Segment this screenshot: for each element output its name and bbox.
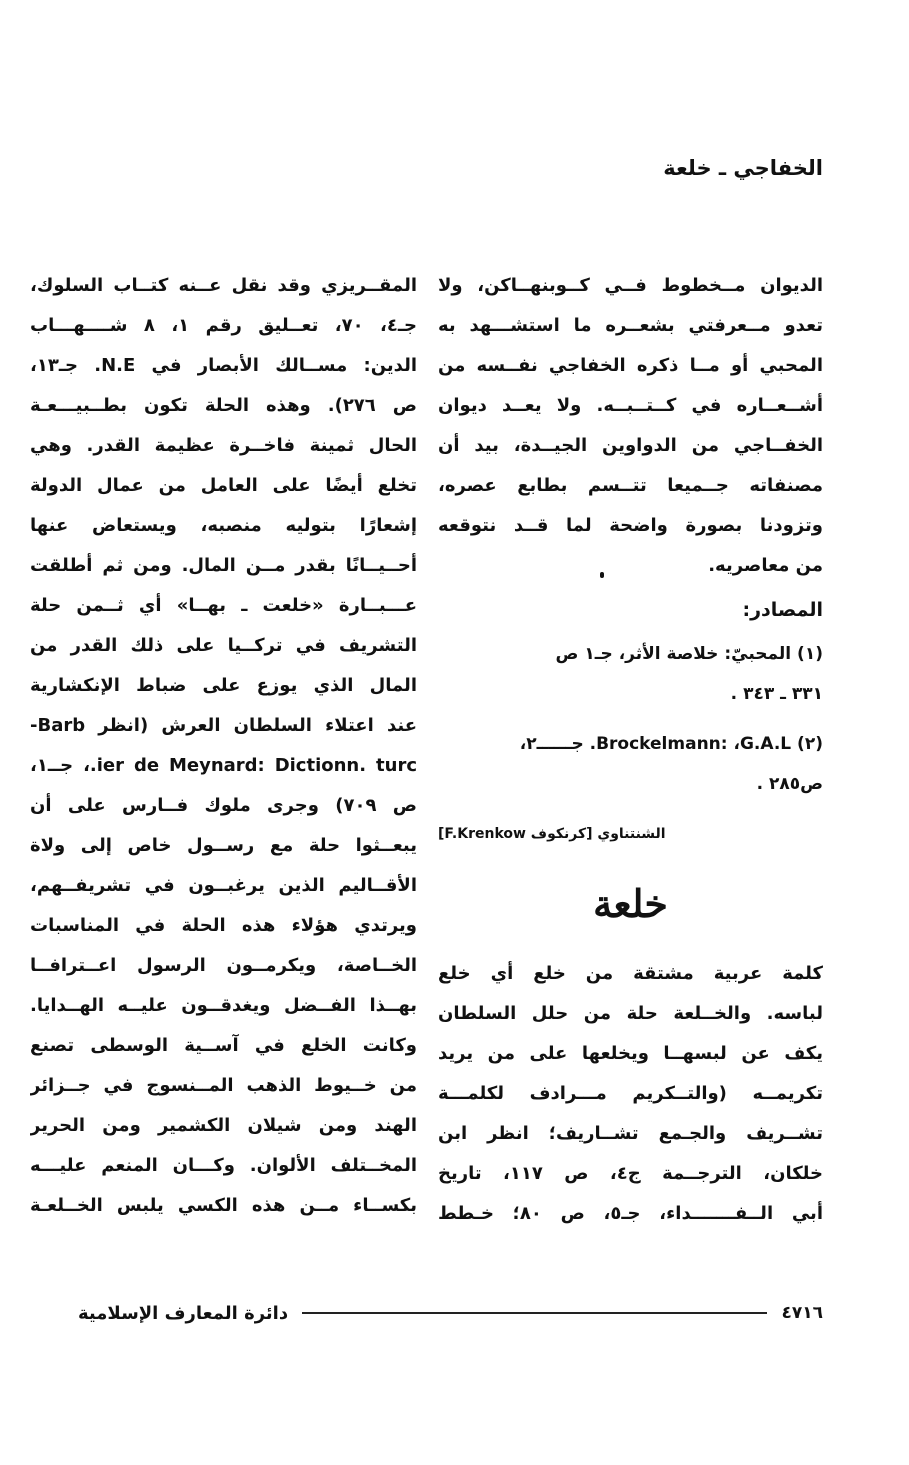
footer-rule [302, 1312, 767, 1314]
text-line: الخــاصة، ويكرمــون الرسول اعــترافــا [30, 955, 417, 976]
page-footer [78, 1298, 823, 1328]
spacer [438, 714, 823, 724]
text-line: تشــريف والجـمع تشــاريف؛ انظر ابن [438, 1123, 823, 1144]
text-line: من معاصريه. [708, 555, 823, 576]
right-column [438, 266, 823, 1234]
text-line: أشــعــاره في كــتــبــه. ولا يعــد ديوان [438, 395, 823, 416]
text-line: تعدو مــعرفتي بشعــره ما استشـــهد به [438, 315, 823, 336]
footer-book-title: دائرة المعارف الإسلامية [78, 1302, 289, 1324]
text-line: بهــذا الفــضل ويغدقــون عليــه الهــدايا. [30, 995, 417, 1016]
spacer [438, 804, 823, 814]
sources-heading: المصادر: [742, 599, 823, 621]
text-line: الهند ومن شيلان الكشمير ومن الحرير [30, 1115, 417, 1136]
text-line: يبعــثوا حلة مع رســول خاص إلى ولاة [30, 835, 417, 856]
text-line: من خــيوط الذهب المــنسوج في جــزائر [30, 1075, 417, 1096]
text-line: المخــتلف الألوان. وكـــان المنعم عليـــه [30, 1155, 417, 1176]
text-line: المقــريزي وقد نقل عــنه كتــاب السلوك، [30, 275, 417, 296]
text-line: الحال ثمينة فاخــرة عظيمة القدر. وهي [30, 435, 417, 456]
text-line: ص ٢٧٦). وهذه الحلة تكون بطــبيـــعـة [30, 395, 417, 416]
text-line: الدين: مســالك الأبصار في N.E. جـ١٣، [30, 355, 417, 376]
text-line: لباسه. والخــلعة حلة من حلل السلطان [438, 1003, 823, 1024]
text-line: أحــيــانًا بقدر مــن المال. ومن ثم أطلقت [30, 555, 417, 576]
ink-speck [600, 572, 604, 578]
text-line: التشريف في تركــيا على ذلك القدر من [30, 635, 417, 656]
text-line: الديوان مــخطوط فــي كــوبنهــاكن، ولا [438, 275, 823, 296]
text-line: وكانت الخلع في آســية الوسطى تصنع [30, 1035, 417, 1056]
text-line: جـ٤، ٧٠، تعــليق رقم ١، ٨ شــــهـــاب [30, 315, 417, 336]
text-line: الأقــاليم الذين يرغبــون في تشريفــهم، [30, 875, 417, 896]
left-column [30, 266, 417, 1226]
text-line: تخلع أيضًا على العامل من عمال الدولة [30, 475, 417, 496]
text-line: عـــبــارة «خلعت ـ بهــا» أي ثــمن حلة [30, 595, 417, 616]
text-line: بكســاء مــن هذه الكسي يلبس الخــلعـة [30, 1195, 417, 1216]
text-line: المحبي أو مــا ذكره الخفاجي نفــسه من [438, 355, 823, 376]
reference-1-cont: ٣٣١ ـ ٣٤٣ . [730, 684, 823, 704]
text-line: ier de Meynard: Dictionn. turc.، جــ١، [30, 755, 417, 776]
text-line: تكريمــه (والتــكريم مـــرادف لكلمـــة [438, 1083, 823, 1104]
reference-2: (٢) Brockelmann: ،G.A.L. جــــــ٢، [519, 734, 823, 754]
text-line: المال الذي يوزع على ضباط الإنكشارية [30, 675, 417, 696]
article-title: خلعة [593, 881, 668, 926]
text-line: أبي الــفـــــــداء، جـ٥، ص ٨٠؛ خـطط [438, 1203, 823, 1224]
text-line: عند اعتلاء السلطان العرش (انظر Barb- [30, 715, 417, 736]
reference-1: (١) المحبيّ: خلاصة الأثر، جـ١ ص [555, 644, 823, 664]
text-line: ويرتدي هؤلاء هذه الحلة في المناسبات [30, 915, 417, 936]
text-line: خلكان، الترجــمة ج٤، ص ١١٧، تاريخ [438, 1163, 823, 1184]
text-line: الخفــاجي من الدواوين الجيــدة، بيد أن [438, 435, 823, 456]
text-line: وتزودنا بصورة واضحة لما قــد نتوقعه [438, 515, 823, 536]
text-line: مصنفاته جــميعا تتــسم بطابع عصره، [438, 475, 823, 496]
article-author: الشنتناوي [كرنكوف F.Krenkow] [438, 826, 666, 842]
text-line: يكف عن لبسهــا ويخلعها على من يريد [438, 1043, 823, 1064]
reference-2-cont: ص٢٨٥ . [756, 774, 823, 794]
text-line: ص ٧٠٩) وجرى ملوك فــارس على أن [30, 795, 417, 816]
running-head: الخفاجي ـ خلعة [663, 156, 823, 180]
text-line: كلمة عربية مشتقة من خلع أي خلع [438, 963, 823, 984]
text-line: إشعارًا بتوليه منصبه، ويستعاض عنها [30, 515, 417, 536]
page-number: ٤٧١٦ [781, 1303, 823, 1323]
